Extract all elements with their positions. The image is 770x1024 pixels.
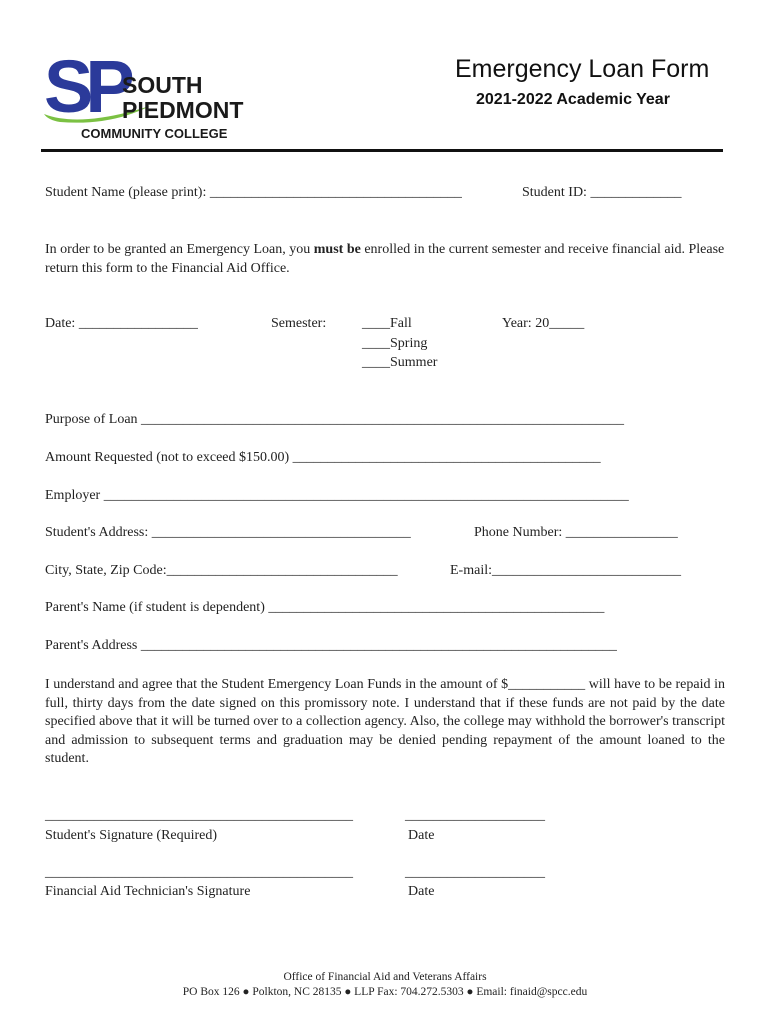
city-state-zip-field[interactable]: City, State, Zip Code:_________________________________ [45,563,398,578]
year-field[interactable]: Year: 20_____ [502,316,585,331]
academic-year: 2021-2022 Academic Year [476,91,670,108]
logo-monogram: SP [44,45,127,128]
footer-office: Office of Financial Aid and Veterans Affairs [283,971,487,983]
semester-option-fall[interactable]: ____Fall [362,316,412,331]
student-name-field[interactable]: Student Name (please print): ____________________________________ [45,185,462,200]
employer-field[interactable]: Employer ___________________________________________________________________________ [45,488,629,503]
college-logo [40,42,250,147]
intro-text-after: enrolled in the current semester and receive financial aid. Please return this form to the Financial Aid Office. [45,242,725,276]
technician-date-label: Date [408,884,435,899]
semester-option-summer[interactable]: ____Summer [362,355,438,370]
technician-signature-line[interactable]: ____________________________________________ [45,865,353,880]
parent-name-field[interactable]: Parent's Name (if student is dependent) ________________________________________________ [45,600,605,615]
agreement-paragraph: I understand and agree that the Student Emergency Loan Funds in the amount of $___________ will have to be repaid in full, thirty days from the date signed on this promissory note. I understand that if these funds are not paid by the date specified above that it will be turned over to a collection agency. Also, the college may withhold the borrower's transcript and admission to subsequent terms and graduation may be denied pending repayment of the amount loaned to the student. [45,677,725,767]
technician-signature-label: Financial Aid Technician's Signature [45,884,251,899]
intro-paragraph [45,240,725,278]
intro-emphasis: must be [313,242,361,257]
logo-word-piedmont: PIEDMONT [122,97,244,123]
intro-text-before: In order to be granted an Emergency Loan, you [45,242,314,257]
logo-word-south: SOUTH [122,72,203,98]
student-signature-line[interactable]: ____________________________________________ [45,808,353,823]
footer-contact: PO Box 126 ● Polkton, NC 28135 ● LLP Fax: 704.272.5303 ● Email: finaid@spcc.edu [182,986,588,998]
purpose-field[interactable]: Purpose of Loan _____________________________________________________________________ [45,412,625,427]
student-date-label: Date [408,828,435,843]
semester-option-spring[interactable]: ____Spring [362,336,428,351]
phone-number-field[interactable]: Phone Number: ________________ [474,525,678,540]
parent-address-field[interactable]: Parent's Address ____________________________________________________________________ [45,638,617,653]
amount-field[interactable]: Amount Requested (not to exceed $150.00) ____________________________________________ [45,450,601,465]
header-divider [41,149,723,152]
form-title: Emergency Loan Form [455,55,710,83]
student-signature-label: Student's Signature (Required) [45,828,218,843]
date-field[interactable]: Date: _________________ [45,316,198,331]
student-id-field[interactable]: Student ID: _____________ [522,185,682,200]
email-field[interactable]: E-mail:___________________________ [450,563,681,578]
student-date-line[interactable]: ____________________ [405,808,545,823]
semester-label: Semester: [271,316,327,331]
student-address-field[interactable]: Student's Address: _____________________________________ [45,525,411,540]
technician-date-line[interactable]: ____________________ [405,865,545,880]
logo-word-community-college: COMMUNITY COLLEGE [81,126,228,141]
